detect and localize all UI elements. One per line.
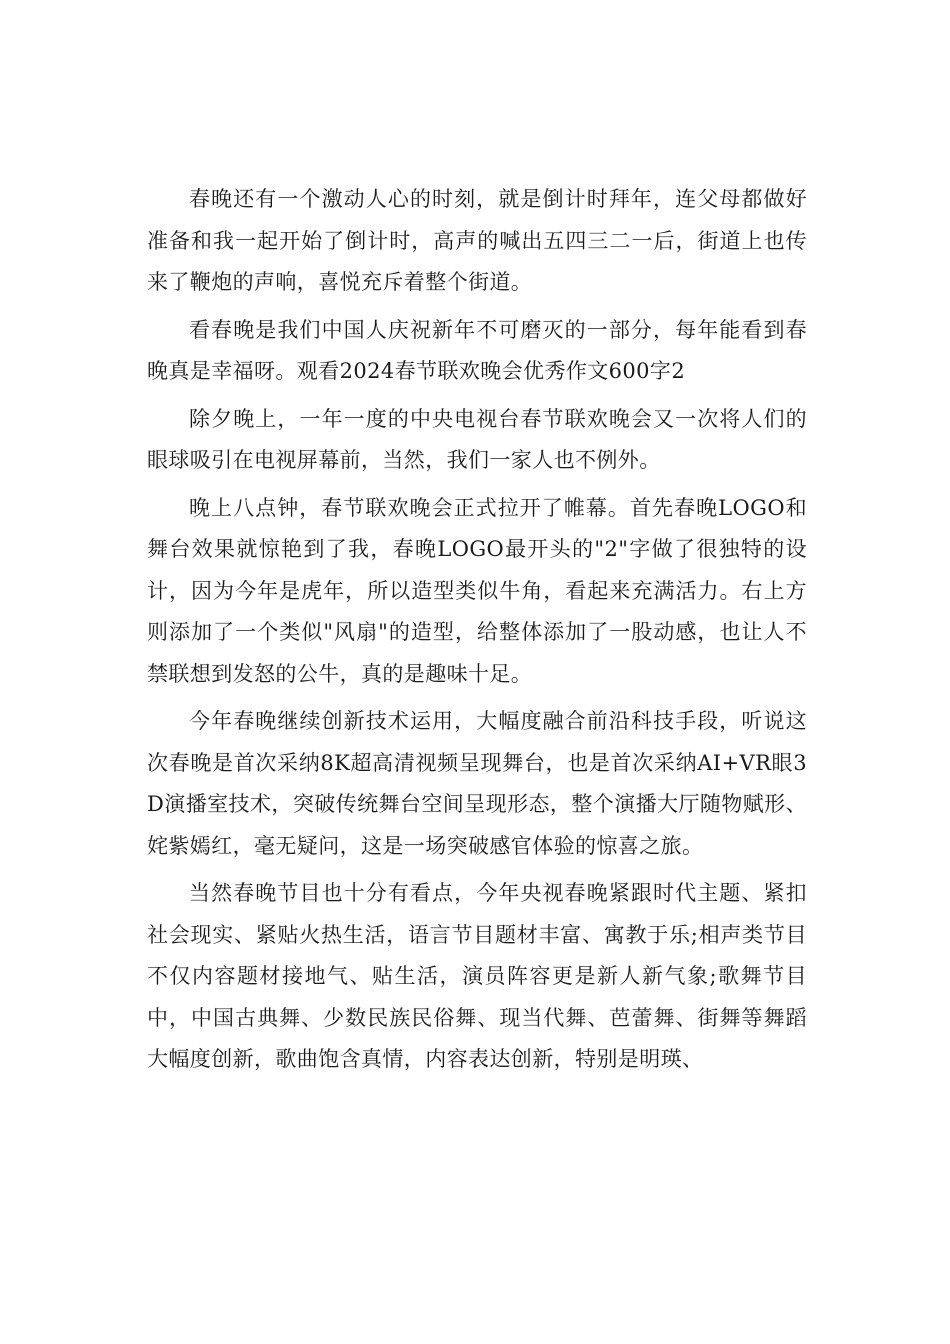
- paragraph-countdown: 春晚还有一个激动人心的时刻，就是倒计时拜年，连父母都做好准备和我一起开始了倒计时，高声的喊出五四三二一后，街道上也传来了鞭炮的声响，喜悦充斥着整个街道。: [147, 187, 807, 294]
- paragraph-happiness: 看春晚是我们中国人庆祝新年不可磨灭的一部分，每年能看到春晚真是幸福呀。观看2024春节联欢晚会优秀作文600字2: [147, 317, 807, 383]
- paragraph-logo: 晚上八点钟，春节联欢晚会正式拉开了帷幕。首先春晚LOGO和舞台效果就惊艳到了我，春晚LOGO最开头的"2"字做了很独特的设计，因为今年是虎年，所以造型类似牛角，看起来充满活力。右上方则添加了一个类似"风扇"的造型，给整体添加了一股动感，也让人不禁联想到发怒的公牛，真的是趣味十足。: [147, 495, 807, 686]
- paragraph-new-year-eve: 除夕晚上，一年一度的中央电视台春节联欢晚会又一次将人们的眼球吸引在电视屏幕前，当然，我们一家人也不例外。: [147, 406, 807, 472]
- paragraph-programs: 当然春晚节目也十分有看点，今年央视春晚紧跟时代主题、紧扣社会现实、紧贴火热生活，语言节目题材丰富、寓教于乐;相声类节目不仅内容题材接地气、贴生活，演员阵容更是新人新气象;歌舞节目中，中国古典舞、少数民族民俗舞、现当代舞、芭蕾舞、街舞等舞蹈大幅度创新，歌曲饱含真情，内容表达创新，特别是明瑛、: [147, 881, 807, 1071]
- document-page: [147, 179, 807, 1087]
- paragraph-technology: 今年春晚继续创新技术运用，大幅度融合前沿科技手段，听说这次春晚是首次采纳8K超高清视频呈现舞台，也是首次采纳AI+VR眼3D演播室技术，突破传统舞台空间呈现形态，整个演播大厅随物赋形、姹紫嫣红，毫无疑问，这是一场突破感官体验的惊喜之旅。: [147, 709, 807, 858]
